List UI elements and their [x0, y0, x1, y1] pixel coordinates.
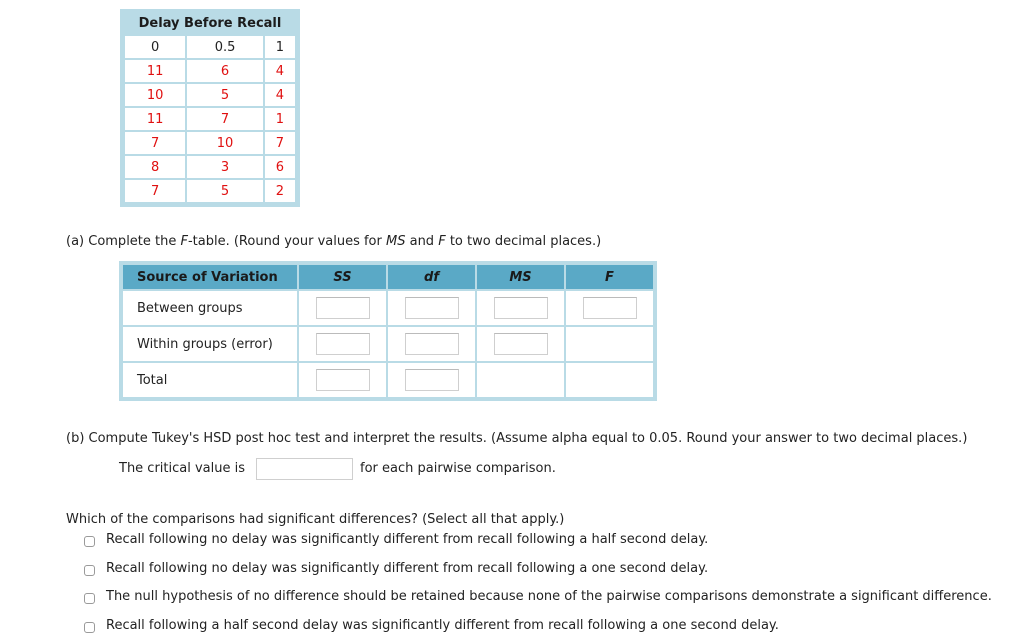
f-table	[119, 261, 657, 401]
table-row-within-groups	[123, 327, 653, 361]
within-ss-input[interactable]	[316, 333, 370, 355]
part-b-instruction: (b) Compute Tukey's HSD post hoc test and interpret the results. (Assume alpha equal to 0.05. Round your answer to two decimal places.)	[66, 431, 968, 446]
table-cell: 1	[265, 108, 295, 130]
table-cell: 10	[187, 132, 262, 154]
option-label-2[interactable]: The null hypothesis of no difference should be retained because none of the pairwise comparisons demonstrate a significant difference.	[106, 589, 992, 604]
column-header: 1	[265, 36, 295, 58]
within-ms-input[interactable]	[494, 333, 548, 355]
empty-cell	[566, 363, 653, 397]
total-df-input[interactable]	[405, 369, 459, 391]
header-ms: MS	[477, 265, 564, 289]
table-cell: 7	[265, 132, 295, 154]
table-row	[125, 156, 295, 178]
table-cell: 4	[265, 84, 295, 106]
header-df: df	[388, 265, 475, 289]
f-value-input[interactable]	[583, 297, 637, 319]
delay-data-grid	[123, 34, 297, 204]
critical-value-label: The critical value is	[119, 461, 246, 476]
table-cell: 7	[187, 108, 262, 130]
table-cell: 4	[265, 60, 295, 82]
column-header: 0	[125, 36, 185, 58]
within-df-input[interactable]	[405, 333, 459, 355]
empty-cell	[566, 327, 653, 361]
option-checkbox-0[interactable]	[84, 536, 95, 547]
table-row-between-groups	[123, 291, 653, 325]
header-ss: SS	[299, 265, 386, 289]
delay-before-recall-table	[120, 9, 300, 207]
part-a-instruction: (a) Complete the F-table. (Round your values for MS and F to two decimal places.)	[66, 234, 602, 249]
table-cell: 6	[265, 156, 295, 178]
between-df-input[interactable]	[405, 297, 459, 319]
row-label-within-groups: Within groups (error)	[123, 327, 297, 361]
table-cell: 11	[125, 60, 185, 82]
table-cell: 6	[187, 60, 262, 82]
table-row	[125, 180, 295, 202]
option-label-0[interactable]: Recall following no delay was significantly different from recall following a half second delay.	[106, 532, 709, 547]
delay-column-header-row	[125, 36, 295, 58]
delay-table-title: Delay Before Recall	[123, 12, 297, 36]
empty-cell	[477, 363, 564, 397]
table-cell: 5	[187, 84, 262, 106]
option-checkbox-1[interactable]	[84, 565, 95, 576]
option-label-1[interactable]: Recall following no delay was significantly different from recall following a one second delay.	[106, 561, 709, 576]
option-checkbox-3[interactable]	[84, 622, 95, 633]
table-cell: 5	[187, 180, 262, 202]
f-table-grid	[121, 263, 655, 399]
table-row	[125, 84, 295, 106]
column-header: 0.5	[187, 36, 262, 58]
header-source-of-variation: Source of Variation	[123, 265, 297, 289]
table-row-total	[123, 363, 653, 397]
table-cell: 11	[125, 108, 185, 130]
between-ss-input[interactable]	[316, 297, 370, 319]
table-cell: 10	[125, 84, 185, 106]
option-label-3[interactable]: Recall following a half second delay was significantly different from recall following a one second delay.	[106, 618, 779, 633]
critical-value-suffix: for each pairwise comparison.	[360, 461, 556, 476]
total-ss-input[interactable]	[316, 369, 370, 391]
table-cell: 8	[125, 156, 185, 178]
table-cell: 7	[125, 180, 185, 202]
row-label-between-groups: Between groups	[123, 291, 297, 325]
table-cell: 3	[187, 156, 262, 178]
header-f: F	[566, 265, 653, 289]
table-row	[125, 132, 295, 154]
table-row	[125, 60, 295, 82]
comparisons-question: Which of the comparisons had significant differences? (Select all that apply.)	[66, 512, 565, 527]
table-cell: 2	[265, 180, 295, 202]
between-ms-input[interactable]	[494, 297, 548, 319]
row-label-total: Total	[123, 363, 297, 397]
option-checkbox-2[interactable]	[84, 593, 95, 604]
f-table-header-row	[123, 265, 653, 289]
table-cell: 7	[125, 132, 185, 154]
table-row	[125, 108, 295, 130]
critical-value-input[interactable]	[256, 458, 353, 480]
